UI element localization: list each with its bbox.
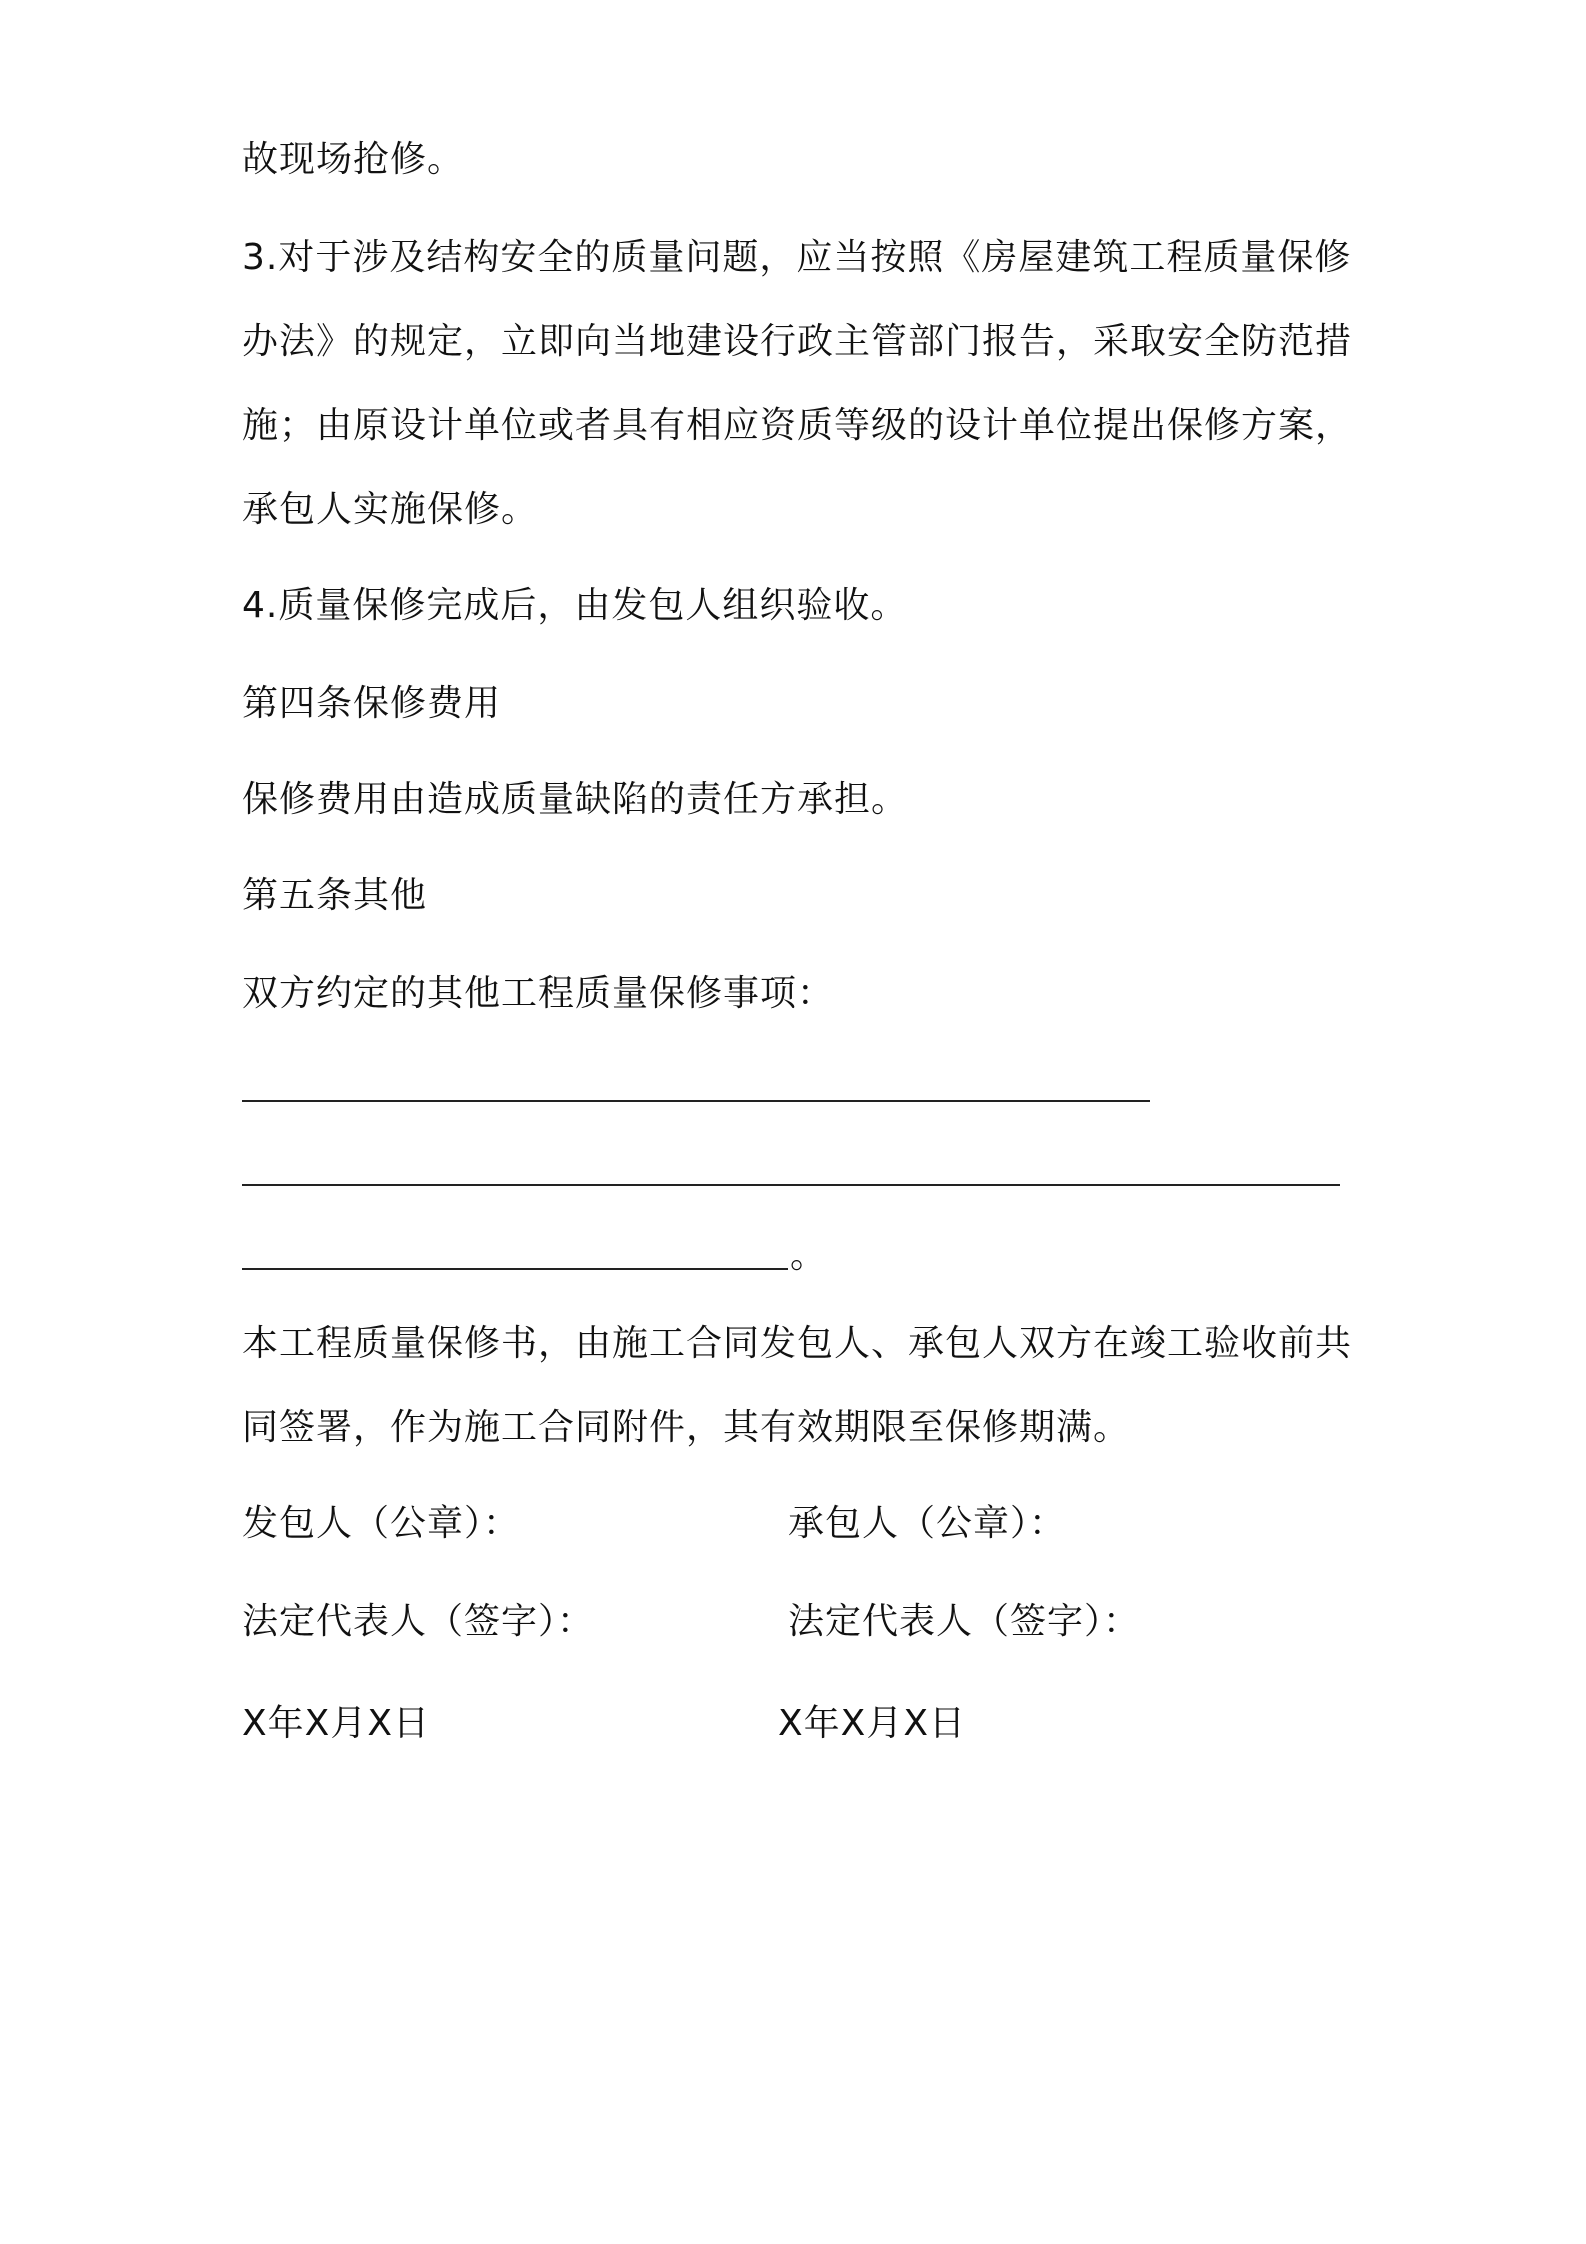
employer-representative-label: 法定代表人（签字）： <box>242 1601 595 1642</box>
paragraph-line: 本工程质量保修书，由施工合同发包人、承包人双方在竣工验收前共 <box>242 1323 1353 1364</box>
fill-in-blank-line <box>242 1268 788 1270</box>
paragraph-line: 办法》的规定，立即向当地建设行政主管部门报告，采取安全防范措 <box>242 321 1353 362</box>
paragraph-line: 保修费用由造成质量缺陷的责任方承担。 <box>242 779 909 820</box>
paragraph-line: 双方约定的其他工程质量保修事项： <box>242 973 835 1014</box>
contractor-date: X年X月X日 <box>778 1703 966 1744</box>
fill-in-blank-line <box>242 1184 1340 1186</box>
section-heading: 第五条其他 <box>242 875 428 916</box>
employer-date: X年X月X日 <box>242 1703 430 1744</box>
paragraph-line: 施；由原设计单位或者具有相应资质等级的设计单位提出保修方案， <box>242 405 1353 446</box>
section-heading: 第四条保修费用 <box>242 683 502 724</box>
paragraph-line: 同签署，作为施工合同附件，其有效期限至保修期满。 <box>242 1407 1131 1448</box>
employer-seal-label: 发包人（公章）： <box>242 1503 521 1544</box>
contractor-representative-label: 法定代表人（签字）： <box>788 1601 1141 1642</box>
paragraph-line: 3.对于涉及结构安全的质量问题，应当按照《房屋建筑工程质量保修 <box>242 237 1352 278</box>
paragraph-line: 故现场抢修。 <box>242 139 465 180</box>
paragraph-line: 承包人实施保修。 <box>242 489 539 530</box>
paragraph-line: 4.质量保修完成后，由发包人组织验收。 <box>242 585 908 626</box>
blank-end-mark: 。 <box>790 1235 827 1276</box>
fill-in-blank-line <box>242 1100 1150 1102</box>
contractor-seal-label: 承包人（公章）： <box>788 1503 1067 1544</box>
